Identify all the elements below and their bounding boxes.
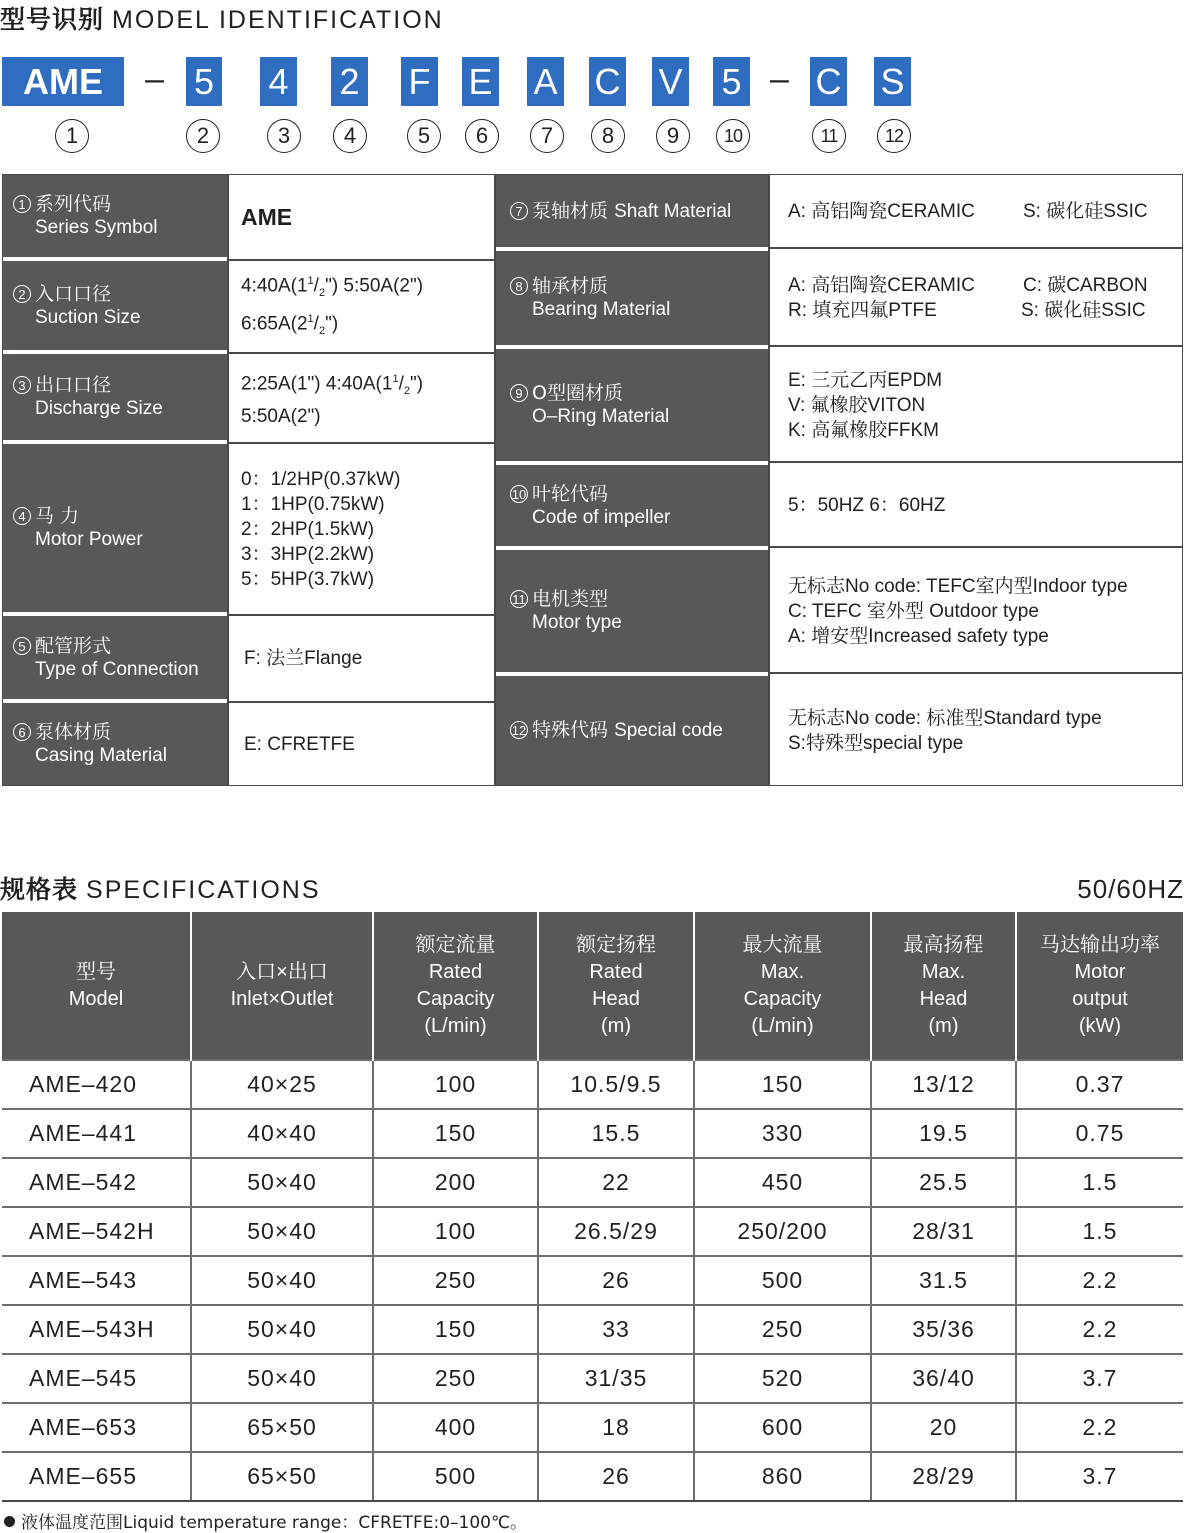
- col-header-motor-output: 马达输出功率 Motor output (kW): [1016, 912, 1183, 1060]
- table-row: [2, 1452, 1183, 1501]
- value-type-of-connection: F: 法兰Flange: [244, 648, 363, 669]
- cell-rated-head: 33: [538, 1305, 694, 1354]
- cell-model: AME–545: [2, 1354, 191, 1403]
- specifications-table: [2, 912, 1183, 1502]
- table-row: [2, 1158, 1183, 1207]
- cell-max-head: 20: [871, 1403, 1016, 1452]
- circled-number-2: 2: [186, 119, 220, 153]
- code-part-impeller: 5: [713, 57, 750, 106]
- table-row: [2, 1109, 1183, 1158]
- heading-cn: 型号识别: [0, 5, 105, 34]
- circled-number-7: 7: [530, 119, 564, 153]
- cell-rated-head: 10.5/9.5: [538, 1060, 694, 1109]
- cell-rated-capacity: 100: [373, 1060, 538, 1109]
- cell-max-capacity: 520: [694, 1354, 871, 1403]
- col-header-model: 型号 Model: [2, 912, 191, 1060]
- value-motor-type: 无标志No code: TEFC室内型Indoor type C: TEFC 室外型 Outdoor type A: 增安型Increased safety type: [788, 575, 1128, 647]
- cell-max-head: 13/12: [871, 1060, 1016, 1109]
- cell-max-capacity: 600: [694, 1403, 871, 1452]
- table-row: [2, 1354, 1183, 1403]
- cell-inlet-outlet: 50×40: [191, 1354, 373, 1403]
- circled-number-5: 5: [407, 119, 441, 153]
- circled-number-10: 10: [716, 119, 750, 153]
- heading-en: MODEL IDENTIFICATION: [112, 6, 444, 34]
- value-casing-material: E: CFRETFE: [244, 733, 355, 755]
- divider: [770, 461, 1182, 463]
- divider: [770, 672, 1182, 674]
- cell-max-head: 19.5: [871, 1109, 1016, 1158]
- col-header-rated-capacity: 额定流量 Rated Capacity (L/min): [373, 912, 538, 1060]
- code-part-special: S: [874, 57, 911, 106]
- label-series-symbol: 1 系列代码 Series Symbol: [3, 175, 227, 257]
- cell-motor-output: 1.5: [1016, 1207, 1183, 1256]
- cell-max-capacity: 860: [694, 1452, 871, 1501]
- label-discharge-size: 3 出口口径 Discharge Size: [3, 354, 227, 440]
- divider: [229, 352, 494, 354]
- model-identification-table: [2, 174, 1183, 786]
- code-part-casing: E: [462, 57, 499, 106]
- cell-max-head: 35/36: [871, 1305, 1016, 1354]
- cell-model: AME–543H: [2, 1305, 191, 1354]
- cell-inlet-outlet: 40×25: [191, 1060, 373, 1109]
- circled-number-6: 6: [465, 119, 499, 153]
- label-special-code: 12 特殊代码 Special code: [496, 676, 768, 785]
- cell-motor-output: 1.5: [1016, 1158, 1183, 1207]
- cell-motor-output: 2.2: [1016, 1256, 1183, 1305]
- code-part-series: AME: [2, 57, 124, 106]
- value-shaft-material: A: 高铝陶瓷CERAMIC S: 碳化硅SSIC: [788, 200, 1148, 222]
- code-part-discharge: 4: [260, 57, 297, 106]
- label-bearing-material: 8 轴承材质 Bearing Material: [496, 251, 768, 345]
- divider: [770, 345, 1182, 347]
- label-type-of-connection: 5 配管形式 Type of Connection: [3, 616, 227, 699]
- cell-model: AME–441: [2, 1109, 191, 1158]
- divider: [770, 247, 1182, 249]
- model-identification-heading: [0, 0, 444, 36]
- cell-rated-capacity: 250: [373, 1354, 538, 1403]
- cell-max-capacity: 450: [694, 1158, 871, 1207]
- cell-model: AME–420: [2, 1060, 191, 1109]
- table-row: [2, 1256, 1183, 1305]
- cell-inlet-outlet: 40×40: [191, 1109, 373, 1158]
- cell-inlet-outlet: 50×40: [191, 1256, 373, 1305]
- label-suction-size: 2 入口口径 Suction Size: [3, 261, 227, 350]
- cell-rated-head: 15.5: [538, 1109, 694, 1158]
- cell-max-head: 25.5: [871, 1158, 1016, 1207]
- temperature-note: [4, 1508, 527, 1533]
- cell-model: AME–655: [2, 1452, 191, 1501]
- cell-rated-capacity: 150: [373, 1109, 538, 1158]
- col-header-rated-head: 额定扬程 Rated Head (m): [538, 912, 694, 1060]
- value-motor-power: 0：1/2HP(0.37kW) 1：1HP(0.75kW) 2：2HP(1.5kW) 3：3HP(2.2kW) 5：5HP(3.7kW): [241, 468, 401, 590]
- cell-max-head: 28/29: [871, 1452, 1016, 1501]
- table-row: [2, 1207, 1183, 1256]
- bullet-icon: [4, 1516, 15, 1527]
- cell-motor-output: 3.7: [1016, 1452, 1183, 1501]
- code-part-bearing: C: [589, 57, 626, 106]
- table-row: [2, 1305, 1183, 1354]
- col-header-max-capacity: 最大流量 Max. Capacity (L/min): [694, 912, 871, 1060]
- label-shaft-material: 7 泵轴材质 Shaft Material: [496, 175, 768, 247]
- cell-rated-capacity: 500: [373, 1452, 538, 1501]
- cell-rated-head: 18: [538, 1403, 694, 1452]
- circled-number-8: 8: [591, 119, 625, 153]
- divider: [229, 259, 494, 261]
- cell-model: AME–542: [2, 1158, 191, 1207]
- cell-max-head: 36/40: [871, 1354, 1016, 1403]
- cell-max-head: 28/31: [871, 1207, 1016, 1256]
- circled-number-11: 11: [812, 119, 846, 153]
- cell-max-head: 31.5: [871, 1256, 1016, 1305]
- cell-motor-output: 0.75: [1016, 1109, 1183, 1158]
- cell-inlet-outlet: 65×50: [191, 1403, 373, 1452]
- divider: [768, 175, 770, 785]
- circled-number-9: 9: [656, 119, 690, 153]
- cell-rated-capacity: 150: [373, 1305, 538, 1354]
- code-dash: –: [770, 60, 789, 98]
- divider: [770, 546, 1182, 548]
- cell-motor-output: 2.2: [1016, 1403, 1183, 1452]
- code-part-motor-type: C: [810, 57, 847, 106]
- value-discharge-size: 2:25A(1") $4:40A(1^1/_2")$ 5:50A(2"): [241, 372, 424, 428]
- cell-model: AME–653: [2, 1403, 191, 1452]
- divider: [229, 614, 494, 616]
- value-suction-size: $4:40A(1^1/_2")$ 5:50A(2") $6:65A(2^1/_2")$: [241, 275, 424, 337]
- divider: [494, 175, 496, 785]
- circled-number-4: 4: [333, 119, 367, 153]
- cell-motor-output: 3.7: [1016, 1354, 1183, 1403]
- divider: [229, 442, 494, 444]
- frequency-label: 50/60HZ: [1077, 874, 1184, 904]
- cell-model: AME–542H: [2, 1207, 191, 1256]
- cell-rated-capacity: 200: [373, 1158, 538, 1207]
- cell-rated-capacity: 250: [373, 1256, 538, 1305]
- col-header-inlet-outlet: 入口×出口 Inlet×Outlet: [191, 912, 373, 1060]
- value-bearing-material: A: 高铝陶瓷CERAMIC C: 碳CARBON R: 填充四氟PTFE S: 碳化硅SSIC: [788, 275, 1148, 321]
- value-series-symbol: AME: [241, 203, 293, 230]
- cell-rated-capacity: 100: [373, 1207, 538, 1256]
- code-part-connection: F: [401, 57, 438, 106]
- cell-inlet-outlet: 50×40: [191, 1158, 373, 1207]
- cell-inlet-outlet: 65×50: [191, 1452, 373, 1501]
- circled-number-12: 12: [877, 119, 911, 153]
- divider: [229, 701, 494, 703]
- value-oring-material: E: 三元乙丙EPDM V: 氟橡胶VITON K: 高氟橡胶FFKM: [788, 369, 943, 441]
- note-text: 液体温度范围Liquid temperature range：CFRETFE:0–100℃。: [21, 1513, 528, 1533]
- label-casing-material: 6 泵体材质 Casing Material: [3, 703, 227, 785]
- cell-inlet-outlet: 50×40: [191, 1207, 373, 1256]
- specifications-heading: [0, 870, 321, 906]
- code-dash: –: [145, 60, 164, 98]
- cell-motor-output: 2.2: [1016, 1305, 1183, 1354]
- cell-max-capacity: 250: [694, 1305, 871, 1354]
- cell-rated-head: 26: [538, 1256, 694, 1305]
- code-part-suction: 5: [186, 57, 222, 106]
- circled-number-3: 3: [267, 119, 301, 153]
- cell-rated-head: 26: [538, 1452, 694, 1501]
- table-header-row: [2, 912, 1183, 1060]
- code-part-power: 2: [331, 57, 368, 106]
- label-oring-material: 9 O型圈材质 O–Ring Material: [496, 349, 768, 461]
- cell-max-capacity: 500: [694, 1256, 871, 1305]
- cell-rated-capacity: 400: [373, 1403, 538, 1452]
- heading-cn: 规格表: [0, 875, 79, 904]
- cell-inlet-outlet: 50×40: [191, 1305, 373, 1354]
- code-part-oring: V: [652, 57, 689, 106]
- table-row: [2, 1403, 1183, 1452]
- divider: [227, 175, 229, 785]
- label-motor-type: 11 电机类型 Motor type: [496, 550, 768, 672]
- cell-max-capacity: 150: [694, 1060, 871, 1109]
- circled-number-1: 1: [55, 119, 89, 153]
- label-impeller-code: 10 叶轮代码 Code of impeller: [496, 465, 768, 546]
- cell-motor-output: 0.37: [1016, 1060, 1183, 1109]
- value-impeller-code: 5：50HZ 6：60HZ: [788, 495, 946, 516]
- cell-rated-head: 22: [538, 1158, 694, 1207]
- cell-model: AME–543: [2, 1256, 191, 1305]
- cell-max-capacity: 250/200: [694, 1207, 871, 1256]
- cell-rated-head: 26.5/29: [538, 1207, 694, 1256]
- label-motor-power: 4 马 力 Motor Power: [3, 444, 227, 612]
- table-row: [2, 1060, 1183, 1109]
- code-part-shaft: A: [527, 57, 564, 106]
- heading-en: SPECIFICATIONS: [86, 876, 321, 904]
- cell-rated-head: 31/35: [538, 1354, 694, 1403]
- col-header-max-head: 最高扬程 Max. Head (m): [871, 912, 1016, 1060]
- cell-max-capacity: 330: [694, 1109, 871, 1158]
- value-special-code: 无标志No code: 标准型Standard type S:特殊型special type: [788, 707, 1102, 754]
